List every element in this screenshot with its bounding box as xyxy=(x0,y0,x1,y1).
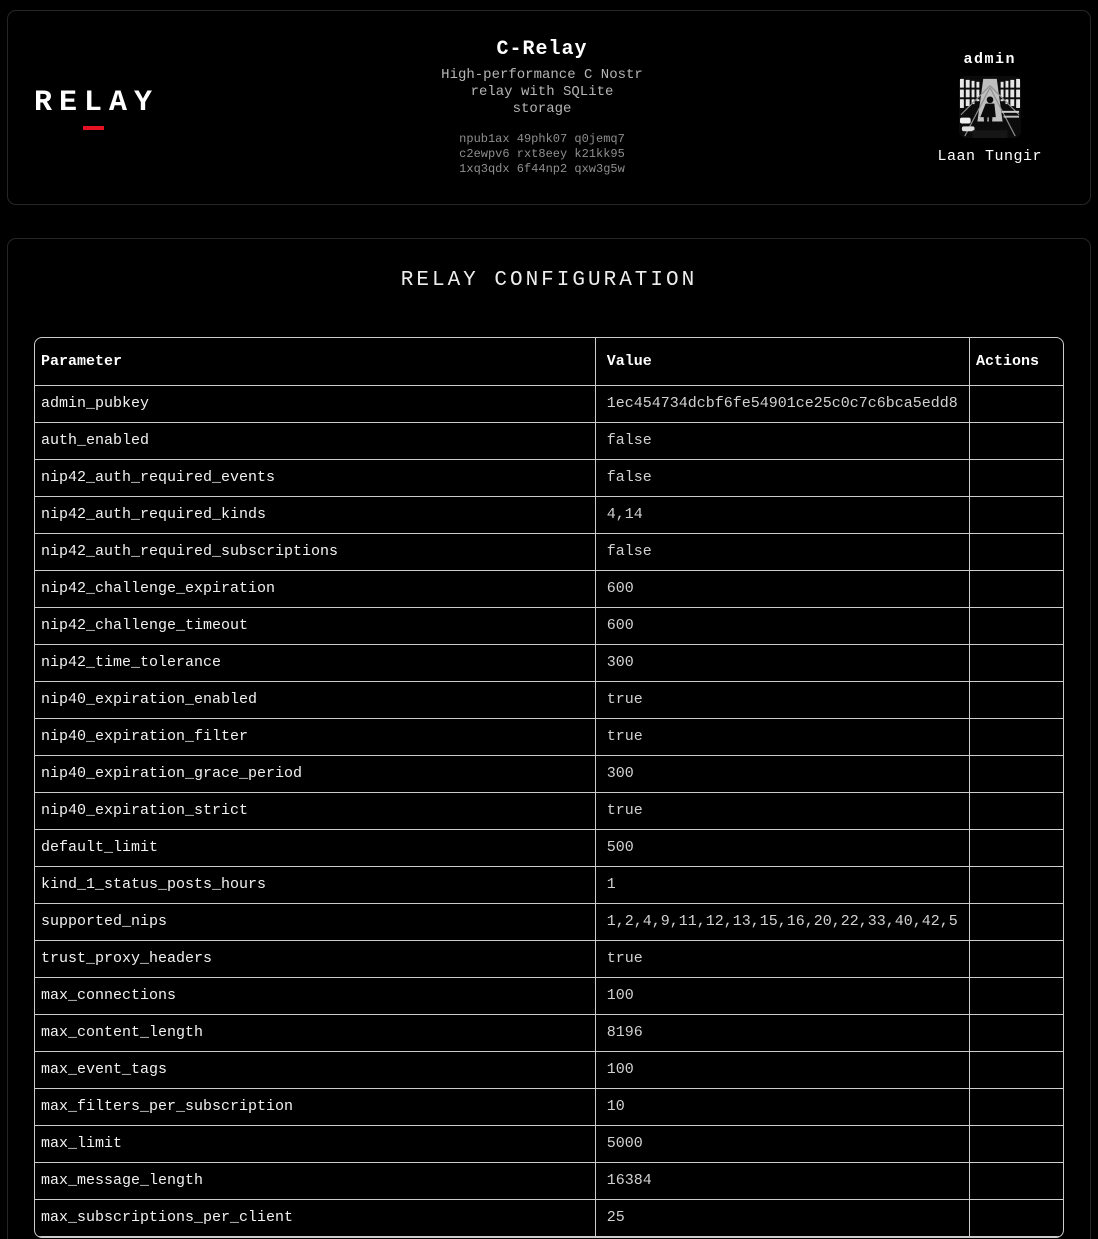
table-row xyxy=(35,940,1063,977)
actions-cell xyxy=(969,644,1063,681)
parameter-cell: nip40_expiration_enabled xyxy=(35,681,595,718)
admin-section xyxy=(668,51,1050,165)
admin-avatar[interactable] xyxy=(959,76,1021,138)
table-row xyxy=(35,1199,1063,1236)
parameter-cell: supported_nips xyxy=(35,903,595,940)
value-cell: 10 xyxy=(595,1088,969,1125)
actions-cell xyxy=(969,1051,1063,1088)
value-cell: 100 xyxy=(595,1051,969,1088)
actions-cell xyxy=(969,422,1063,459)
actions-cell xyxy=(969,1199,1063,1236)
table-row xyxy=(35,459,1063,496)
table-row xyxy=(35,496,1063,533)
parameter-cell: max_limit xyxy=(35,1125,595,1162)
table-row xyxy=(35,385,1063,422)
relay-npub xyxy=(416,132,668,177)
table-row xyxy=(35,977,1063,1014)
parameter-cell: trust_proxy_headers xyxy=(35,940,595,977)
table-row xyxy=(35,422,1063,459)
npub-line-2: c2ewpv6 rxt8eey k21kk95 xyxy=(459,147,625,161)
table-row xyxy=(35,1014,1063,1051)
table-row xyxy=(35,1051,1063,1088)
table-row xyxy=(35,644,1063,681)
value-cell: 1 xyxy=(595,866,969,903)
value-cell: 600 xyxy=(595,570,969,607)
value-cell: false xyxy=(595,459,969,496)
value-cell: 1ec454734dcbf6fe54901ce25c0c7c6bca5edd8 xyxy=(595,385,969,422)
config-table-body xyxy=(35,385,1063,1236)
parameter-cell: nip42_time_tolerance xyxy=(35,644,595,681)
table-row xyxy=(35,718,1063,755)
config-section xyxy=(7,238,1091,1239)
relay-subtitle: High-performance C Nostr relay with SQLite storage xyxy=(441,67,643,117)
table-row xyxy=(35,1125,1063,1162)
actions-cell xyxy=(969,533,1063,570)
parameter-cell: max_connections xyxy=(35,977,595,1014)
actions-cell xyxy=(969,496,1063,533)
value-cell: 4,14 xyxy=(595,496,969,533)
actions-cell xyxy=(969,755,1063,792)
value-cell: 1,2,4,9,11,12,13,15,16,20,22,33,40,42,5 xyxy=(595,903,969,940)
value-cell: 600 xyxy=(595,607,969,644)
admin-profile xyxy=(937,51,1042,165)
actions-cell xyxy=(969,977,1063,1014)
column-header-actions: Actions xyxy=(969,338,1063,385)
value-cell: false xyxy=(595,422,969,459)
value-cell: true xyxy=(595,681,969,718)
table-row xyxy=(35,792,1063,829)
npub-line-3: 1xq3qdx 6f44np2 qxw3g5w xyxy=(459,162,625,176)
relay-logo: RELAY xyxy=(34,85,160,120)
value-cell: true xyxy=(595,940,969,977)
relay-info xyxy=(416,38,668,177)
actions-cell xyxy=(969,1014,1063,1051)
actions-cell xyxy=(969,829,1063,866)
parameter-cell: kind_1_status_posts_hours xyxy=(35,866,595,903)
actions-cell xyxy=(969,903,1063,940)
value-cell: 16384 xyxy=(595,1162,969,1199)
actions-cell xyxy=(969,1088,1063,1125)
parameter-cell: auth_enabled xyxy=(35,422,595,459)
table-row xyxy=(35,1088,1063,1125)
parameter-cell: nip42_auth_required_events xyxy=(35,459,595,496)
actions-cell xyxy=(969,866,1063,903)
actions-cell xyxy=(969,792,1063,829)
actions-cell xyxy=(969,718,1063,755)
logo-section xyxy=(34,86,416,130)
value-cell: 500 xyxy=(595,829,969,866)
table-row xyxy=(35,866,1063,903)
parameter-cell: max_subscriptions_per_client xyxy=(35,1199,595,1236)
value-cell: 300 xyxy=(595,644,969,681)
actions-cell xyxy=(969,385,1063,422)
npub-line-1: npub1ax 49phk07 q0jemq7 xyxy=(459,132,625,146)
value-cell: 300 xyxy=(595,755,969,792)
value-cell: 5000 xyxy=(595,1125,969,1162)
header xyxy=(7,10,1091,205)
parameter-cell: nip40_expiration_grace_period xyxy=(35,755,595,792)
table-row xyxy=(35,533,1063,570)
actions-cell xyxy=(969,459,1063,496)
config-table xyxy=(34,337,1064,1238)
actions-cell xyxy=(969,570,1063,607)
actions-cell xyxy=(969,940,1063,977)
value-cell: true xyxy=(595,792,969,829)
table-row xyxy=(35,681,1063,718)
admin-role-label: admin xyxy=(963,50,1016,68)
parameter-cell: nip42_challenge_timeout xyxy=(35,607,595,644)
table-row xyxy=(35,829,1063,866)
table-row xyxy=(35,755,1063,792)
logo-red-underline xyxy=(83,126,104,130)
actions-cell xyxy=(969,1162,1063,1199)
table-row xyxy=(35,607,1063,644)
value-cell: 8196 xyxy=(595,1014,969,1051)
value-cell: false xyxy=(595,533,969,570)
actions-cell xyxy=(969,1125,1063,1162)
parameter-cell: nip40_expiration_strict xyxy=(35,792,595,829)
table-row xyxy=(35,1162,1063,1199)
table-row xyxy=(35,570,1063,607)
admin-name: Laan Tungir xyxy=(937,147,1042,165)
parameter-cell: max_content_length xyxy=(35,1014,595,1051)
value-cell: true xyxy=(595,718,969,755)
parameter-cell: max_event_tags xyxy=(35,1051,595,1088)
parameter-cell: nip42_auth_required_subscriptions xyxy=(35,533,595,570)
value-cell: 100 xyxy=(595,977,969,1014)
actions-cell xyxy=(969,607,1063,644)
parameter-cell: nip40_expiration_filter xyxy=(35,718,595,755)
parameter-cell: nip42_auth_required_kinds xyxy=(35,496,595,533)
parameter-cell: admin_pubkey xyxy=(35,385,595,422)
table-row xyxy=(35,903,1063,940)
value-cell: 25 xyxy=(595,1199,969,1236)
column-header-value: Value xyxy=(595,338,969,385)
parameter-cell: max_message_length xyxy=(35,1162,595,1199)
column-header-parameter: Parameter xyxy=(35,338,595,385)
actions-cell xyxy=(969,681,1063,718)
config-title: RELAY CONFIGURATION xyxy=(400,269,698,292)
parameter-cell: nip42_challenge_expiration xyxy=(35,570,595,607)
table-header-row xyxy=(35,338,1063,385)
parameter-cell: default_limit xyxy=(35,829,595,866)
person-in-corridor-photo-icon xyxy=(959,76,1021,138)
relay-title: C-Relay xyxy=(496,38,588,61)
parameter-cell: max_filters_per_subscription xyxy=(35,1088,595,1125)
